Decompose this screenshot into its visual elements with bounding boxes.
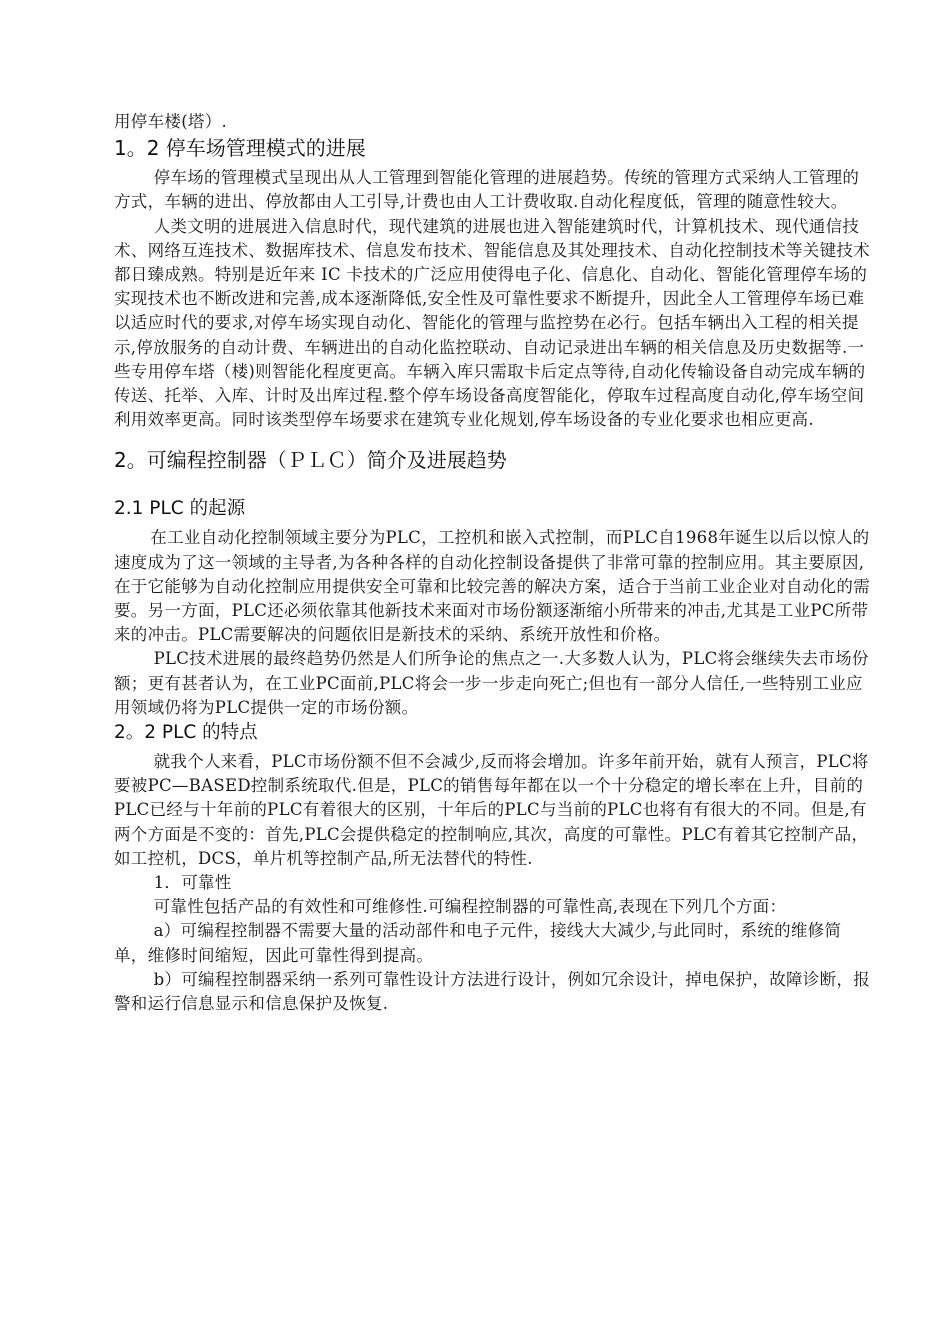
paragraph-reliability-a: a）可编程控制器不需要大量的活动部件和电子元件，接线大大减少,与此同时，系统的维修简单，维修时间缩短，因此可靠性得到提高。	[114, 921, 842, 965]
section-heading-2-2: 2。2 PLC 的特点	[114, 722, 258, 744]
paragraph-information-era: 人类文明的进展进入信息时代，现代建筑的进展也进入智能建筑时代，计算机技术、现代通信技术、网络互连技术、数据库技术、信息发布技术、智能信息及其处理技术、自动化控制技术等关键技术都日臻成熟。特别是近年来 IC 卡技术的广泛应用使得电子化、信息化、自动化、智能化管理停车场的实现技术也不断改进和完善,成本逐渐降低,安全性及可靠性要求不断提升，因此全人工管理停车场已难以适应时代的要求,对停车场实现自动化、智能化的管理与监控势在必行。包括车辆出入工程的相关提示,停放服务的自动计费、车辆进出的自动化监控联动、自动记录进出车辆的相关信息及历史数据等.一些专用停车塔（楼)则智能化程度更高。车辆入库只需取卡后定点等待,自动化传输设备自动完成车辆的传送、托举、入库、计时及出库过程.整个停车场设备高度智能化，停取车过程高度自动化,停车场空间利用效率更高。同时该类型停车场要求在建筑专业化规划,停车场设备的专业化要求也相应更高.	[114, 216, 870, 430]
section-heading-2-1: 2.1 PLC 的起源	[114, 498, 246, 520]
paragraph-plc-trend: PLC技术进展的最终趋势仍然是人们所争论的焦点之一.大多数人认为，PLC将会继续失去市场份额；更有甚者认为，在工业PC面前,PLC将会一步一步走向死亡;但也有一部分人信任,一些特别工业应用领域仍将为PLC提供一定的市场份额。	[114, 649, 869, 717]
paragraph-plc-origin: 在工业自动化控制领域主要分为PLC，工控机和嵌入式控制，而PLC自1968年诞生以后以惊人的速度成为了这一领域的主导者,为各种各样的自动化控制设备提供了非常可靠的控制应用。其主要原因,在于它能够为自动化控制应用提供安全可靠和比较完善的解决方案，适合于当前工业企业对自动化的需要。另一方面，PLC还必须依靠其他新技术来面对市场份额逐渐缩小所带来的冲击,尤其是工业PC所带来的冲击。PLC需要解决的问题依旧是新技术的采纳、系统开放性和价格。	[114, 528, 870, 645]
paragraph-continuation: 用停车楼(塔）.	[114, 112, 228, 131]
paragraph-reliability-title: 1．可靠性	[153, 873, 232, 893]
paragraph-reliability-b: b）可编程控制器采纳一系列可靠性设计方法进行设计，例如冗余设计，掉电保护，故障诊断，报警和运行信息显示和信息保护及恢复.	[114, 969, 871, 1014]
paragraph-reliability-desc: 可靠性包括产品的有效性和可维修性.可编程控制器的可靠性高,表现在下列几个方面：	[153, 897, 787, 917]
paragraph-management-mode: 停车场的管理模式呈现出从人工管理到智能化管理的进展趋势。传统的管理方式采纳人工管理的方式，车辆的进出、停放都由人工引导,计费也由人工计费收取.自动化程度低，管理的随意性较大。	[114, 168, 860, 212]
section-heading-2: 2。可编程控制器（ＰＬＣ）简介及进展趋势	[114, 448, 507, 473]
section-heading-1-2: 1。2 停车场管理模式的进展	[114, 136, 366, 161]
paragraph-plc-market: 就我个人来看，PLC市场份额不但不会减少,反而将会增加。许多年前开始，就有人预言，PLC将要被PC—BASED控制系统取代.但是，PLC的销售每年都在以一个十分稳定的增长率在上升，目前的PLC已经与十年前的PLC有着很大的区别，十年后的PLC与当前的PLC也将有有很大的不同。但是,有两个方面是不变的：首先,PLC会提供稳定的控制响应,其次，高度的可靠性。PLC有着其它控制产品，如工控机，DCS，单片机等控制产品,所无法替代的特性.	[114, 752, 869, 868]
document-body	[114, 110, 874, 1016]
